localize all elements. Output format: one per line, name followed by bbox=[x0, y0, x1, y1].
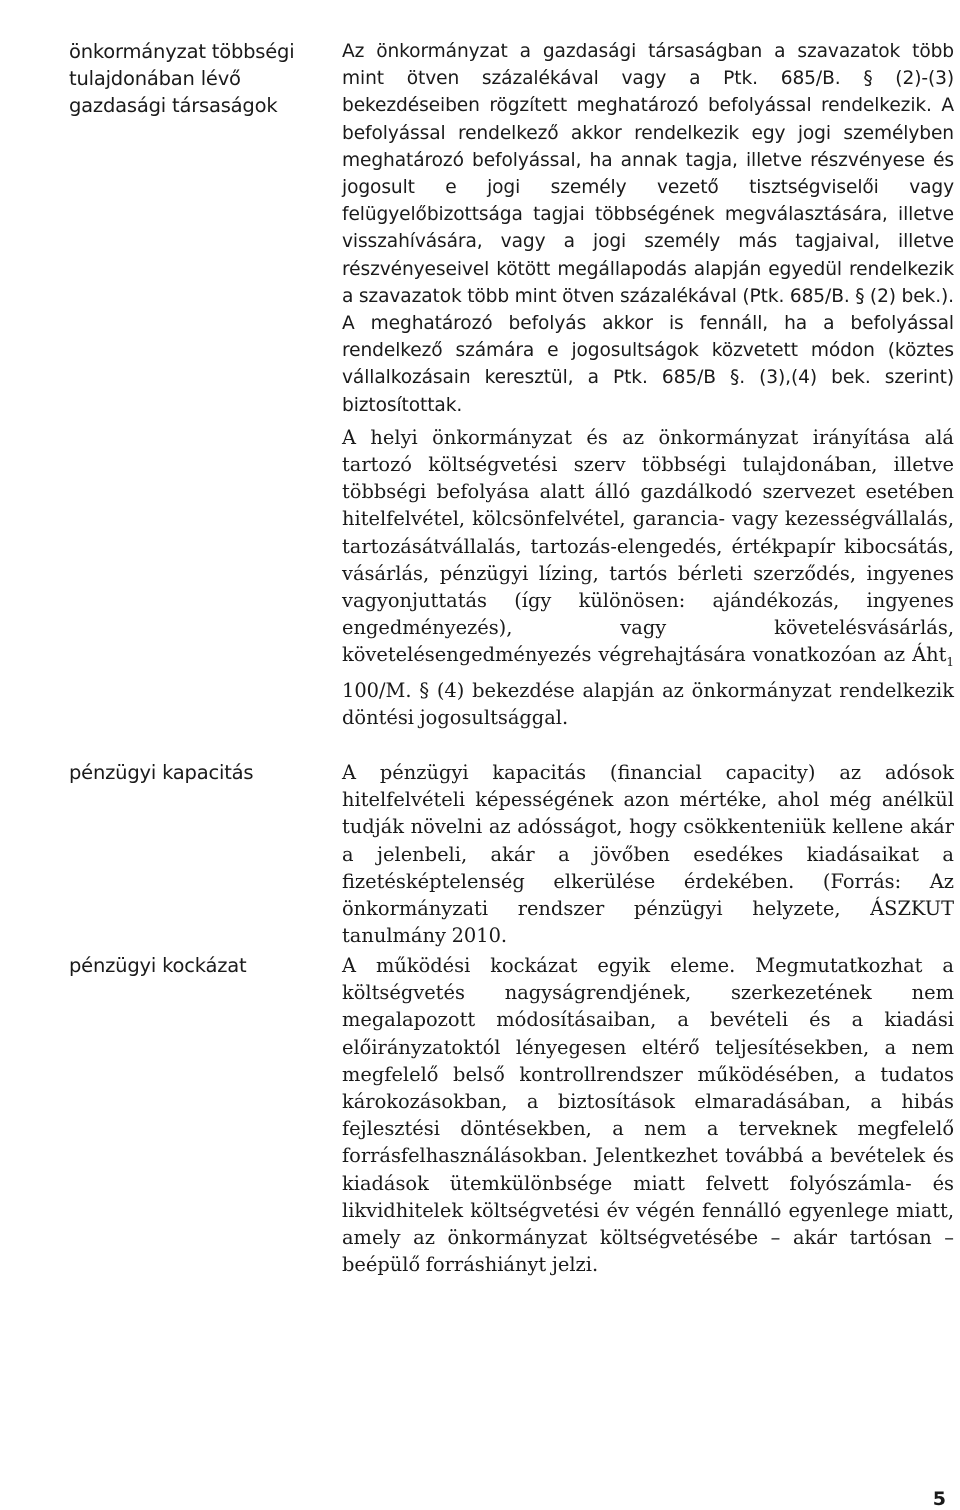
definition-text: 100/M. § (4) bekezdése alapján az önkormányzat rendelkezik döntési jogosultsággal. bbox=[342, 678, 954, 729]
page-number: 5 bbox=[932, 1488, 946, 1510]
definition-paragraph bbox=[342, 38, 954, 419]
glossary-term: pénzügyi kapacitás bbox=[69, 761, 254, 784]
subscript-number: 1 bbox=[946, 655, 954, 670]
definition-sentence: Az önkormányzat a gazdasági társaságban a szavazatok több mint ötven százalékával vagy a Ptk. 685/B. § (2)-(3) bekezdéseiben rögzített meghatározó befolyással rendelkezik. bbox=[342, 41, 954, 117]
definition-paragraph: A pénzügyi kapacitás (financial capacity) az adósok hitelfelvételi képességének azon mértéke, ahol még anélkül tudják növelni az adósságot, hogy csökkenteniük kellene akár a jelenbeli, akár a jövőben esedékes kiadásaikat a fizetésképtelenség elkerülése érdekében. (Forrás: Az önkormányzati rendszer pénzügyi helyzete, ÁSZKUT tanulmány 2010. bbox=[342, 761, 954, 948]
definition-text: A helyi önkormányzat és az önkormányzat irányítása alá tartozó költségvetési szerv többségi tulajdonában, illetve többségi befolyása alatt álló gazdálkodó szervezet esetében hitelfelvétel, kölcsönfelvétel, garancia- vagy kezességvállalás, tartozásátvállalás, tartozás-elengedés, értékpapír kibocsátás, vásárlás, pénzügyi lízing, tartós bérleti szerződés, ingyenes vagyonjuttatás (így különösen: ajándékozás, ingyenes engedményezés), vagy követelésvásárlás, követelésengedményezés végrehajtására vonatkozóan az Áht bbox=[342, 425, 954, 667]
glossary-term: pénzügyi kockázat bbox=[69, 954, 247, 977]
glossary-definition bbox=[342, 952, 954, 1278]
definition-paragraph: A működési kockázat egyik eleme. Megmutatkozhat a költségvetés nagyságrendjének, szerkezetének nem megalapozott módosításaiban, a bevételi és a kiadási előirányzatoktól lényegesen eltérő teljesítésekben, a nem megfelelő belső kontrollrendszer működésében, a tudatos károkozásokban, a biztosítások elmaradásában, a hibás fejlesztési döntésekben, a nem a terveknek megfelelő forrásfelhasználásokban. Jelentkezhet továbbá a bevételek és kiadások ütemkülönbsége miatt felvett folyószámla- és likvidhitelek költségvetési év végén fennálló egyenlege miatt, amely az önkormányzat költségvetésébe – akár tartósan – beépülő forráshiányt jelzi. bbox=[342, 954, 954, 1277]
glossary-definition bbox=[342, 759, 954, 949]
glossary-definition bbox=[342, 38, 954, 731]
definition-paragraph bbox=[342, 424, 954, 731]
glossary-term: önkormányzat többségi tulajdonában lévő gazdasági társaságok bbox=[69, 40, 295, 117]
definition-sentence: A befolyással rendelkező akkor rendelkezik egy jogi személyben meghatározó befolyással, ha annak tagja, illetve részvényese és jogosult e jogi személy vezető tisztségviselői vagy felügyelőbizottsága tagjai többségének megválasztására, illetve visszahívására, vagy a jogi személy más tagjaival, illetve részvényeseivel kötött megállapodás alapján egyedül rendelkezik a szavazatok több mint ötven százalékával (Ptk. 685/B. § (2) bek.). A meghatározó befolyás akkor is fennáll, ha a befolyással rendelkező számára e jogosultságok közvetett módon (köztes vállalkozásain keresztül, a Ptk. 685/B §. (3),(4) bek. szerint) biztosítottak. bbox=[342, 95, 954, 416]
